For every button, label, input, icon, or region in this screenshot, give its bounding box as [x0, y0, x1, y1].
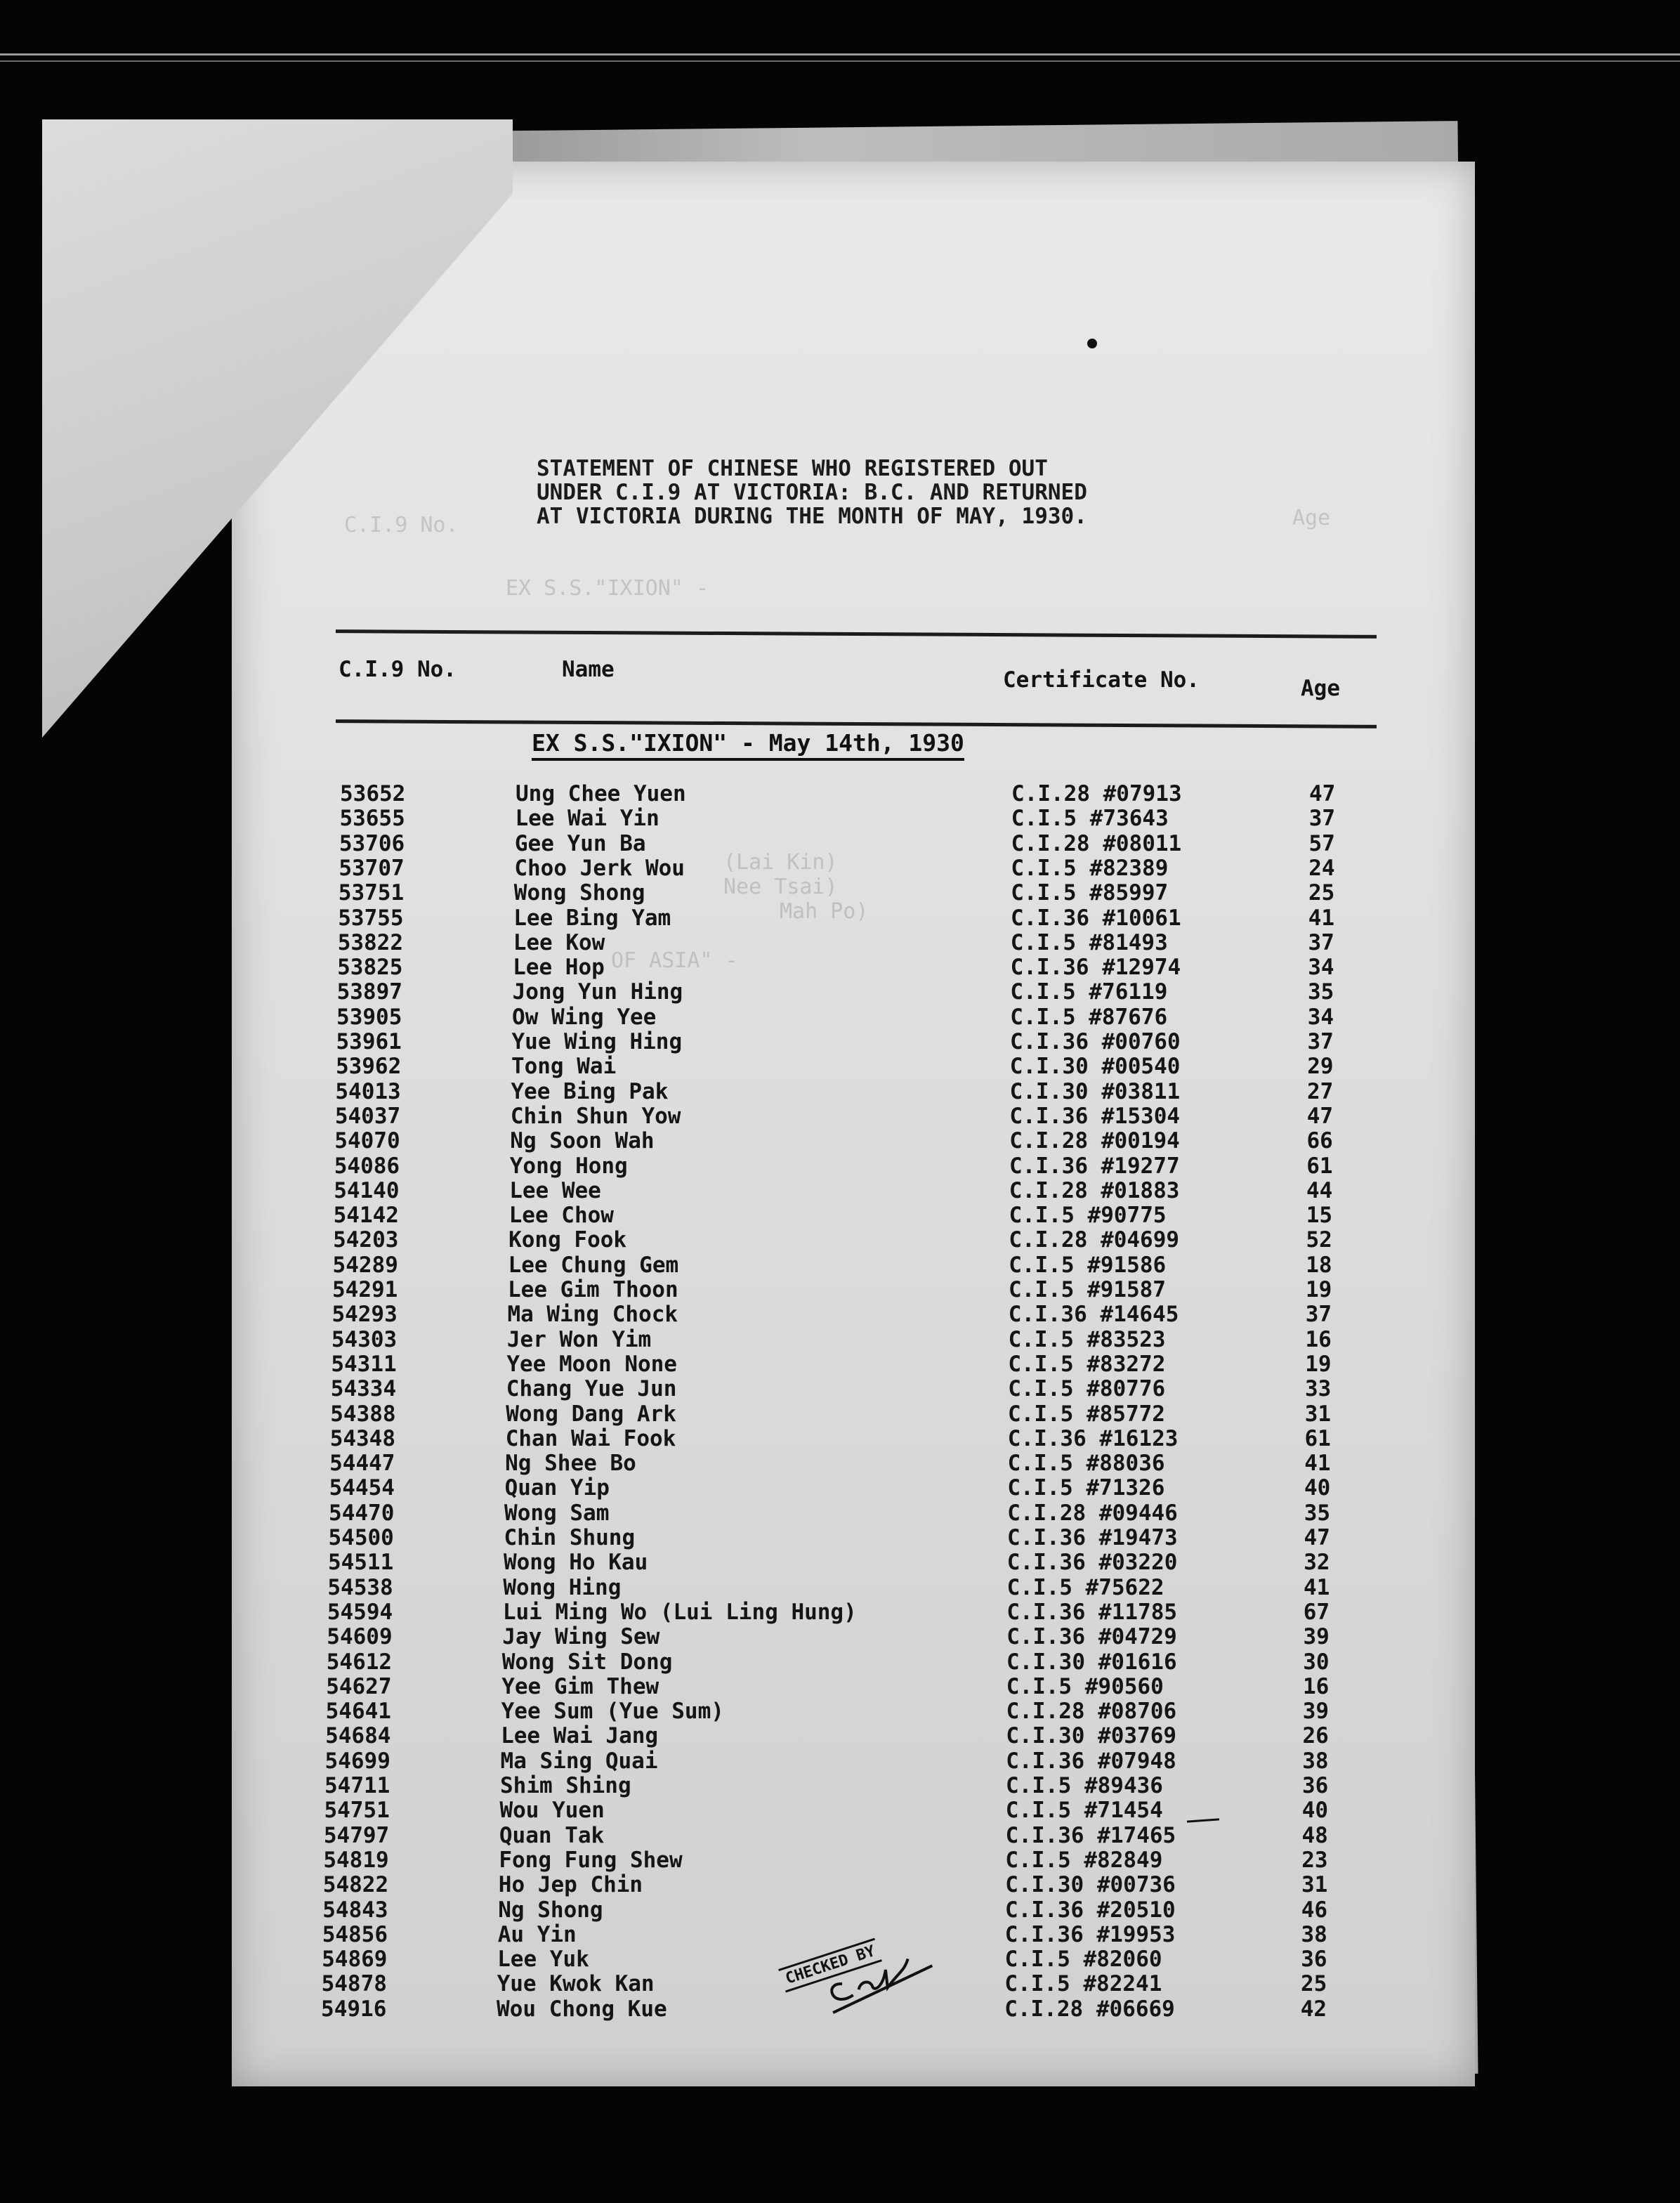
age-value: 44	[1306, 1177, 1333, 1203]
person-name: Ng Soon Wah	[510, 1128, 655, 1154]
column-header-age: Age	[1301, 676, 1340, 701]
age-value: 67	[1303, 1599, 1330, 1625]
certificate-number: C.I.36 #03220	[1006, 1550, 1178, 1576]
table-row	[329, 1451, 1331, 1477]
age-value: 33	[1304, 1376, 1332, 1402]
person-name: Gee Yun Ba	[514, 830, 646, 856]
table-row	[332, 1302, 1332, 1328]
certificate-number: C.I.36 #12974	[1010, 955, 1181, 981]
bleed-text: Nee Tsai)	[723, 875, 838, 899]
ci9-number: 54311	[331, 1351, 397, 1377]
ci9-number: 54916	[321, 1996, 387, 2022]
age-value: 38	[1302, 1748, 1329, 1774]
person-name: Wong Dang Ark	[506, 1401, 676, 1427]
table-row	[338, 880, 1335, 906]
ci9-number: 54070	[334, 1128, 400, 1154]
table-row	[337, 929, 1334, 955]
certificate-number: C.I.5 #91587	[1009, 1277, 1166, 1302]
certificate-number: C.I.28 #01883	[1009, 1177, 1180, 1203]
age-value: 39	[1303, 1624, 1330, 1650]
ci9-number: 53822	[337, 929, 404, 955]
ci9-number: 54819	[323, 1847, 389, 1873]
age-value: 46	[1301, 1897, 1328, 1923]
bleed-text: Age	[1292, 506, 1331, 530]
ci9-number: 54291	[332, 1277, 398, 1302]
person-name: Jay Wing Sew	[502, 1624, 660, 1650]
ci9-number: 54013	[335, 1078, 401, 1104]
certificate-number: C.I.36 #00760	[1010, 1029, 1181, 1054]
person-name: Lee Chow	[508, 1203, 614, 1229]
person-name: Chin Shung	[504, 1525, 636, 1550]
age-value: 36	[1301, 1947, 1327, 1973]
age-value: 61	[1304, 1425, 1331, 1451]
table-row	[332, 1277, 1332, 1302]
title-line: AT VICTORIA DURING THE MONTH OF MAY, 1930.	[537, 504, 1087, 529]
ci9-number: 54609	[327, 1624, 393, 1650]
age-value: 34	[1307, 1004, 1334, 1030]
age-value: 66	[1306, 1128, 1333, 1154]
title-line: UNDER C.I.9 AT VICTORIA: B.C. AND RETURNED	[537, 480, 1087, 505]
person-name: Choo Jerk Wou	[514, 855, 685, 881]
ci9-number: 53825	[337, 955, 403, 981]
person-name: Fong Fung Shew	[499, 1847, 683, 1873]
table-row	[325, 1723, 1329, 1749]
bleed-text: (Lai Kin)	[723, 850, 838, 875]
person-name: Lui Ming Wo (Lui Ling Hung)	[502, 1599, 857, 1625]
ci9-number: 54641	[325, 1699, 391, 1725]
certificate-number: C.I.30 #03811	[1009, 1078, 1181, 1104]
ci9-number: 54822	[322, 1872, 389, 1898]
ci9-number: 53897	[336, 979, 402, 1005]
certificate-number: C.I.36 #07948	[1006, 1748, 1176, 1774]
ci9-number: 54470	[329, 1500, 395, 1526]
bleed-text: C.I.9 No.	[344, 513, 459, 537]
ci9-number: 54454	[329, 1475, 395, 1501]
table-row	[327, 1574, 1330, 1600]
ci9-number: 54203	[333, 1227, 399, 1253]
certificate-number: C.I.36 #17465	[1005, 1822, 1176, 1848]
table-row	[327, 1550, 1330, 1576]
certificate-number: C.I.5 #80776	[1008, 1376, 1166, 1402]
age-value: 26	[1302, 1723, 1329, 1749]
table-row	[328, 1525, 1330, 1550]
ci9-number: 54751	[324, 1798, 390, 1824]
age-value: 19	[1306, 1277, 1332, 1302]
person-name: Lee Yuk	[497, 1947, 589, 1973]
bleed-text: EX S.S."IXION" -	[506, 576, 709, 601]
age-value: 25	[1308, 880, 1335, 906]
table-row	[332, 1252, 1332, 1278]
person-name: Yee Gim Thew	[501, 1673, 659, 1699]
ci9-number: 53707	[339, 855, 405, 881]
column-header-certificate-no: Certificate No.	[1003, 667, 1200, 693]
age-value: 57	[1308, 830, 1335, 856]
table-row	[323, 1822, 1328, 1848]
certificate-number: C.I.28 #04699	[1009, 1227, 1180, 1253]
certificate-number: C.I.30 #03769	[1006, 1723, 1177, 1749]
person-name: Ma Wing Chock	[507, 1302, 678, 1328]
age-value: 37	[1307, 1029, 1334, 1054]
ci9-number: 54797	[323, 1822, 390, 1848]
certificate-number: C.I.5 #82389	[1011, 855, 1169, 881]
ci9-number: 54388	[330, 1401, 396, 1427]
person-name: Lee Wai Jang	[501, 1723, 659, 1749]
age-value: 47	[1304, 1525, 1330, 1550]
ci9-number: 54334	[330, 1376, 397, 1402]
age-value: 31	[1301, 1872, 1328, 1898]
person-name: Yee Bing Pak	[511, 1078, 669, 1104]
table-row	[339, 830, 1335, 856]
person-name: Lee Kow	[513, 929, 605, 955]
age-value: 48	[1301, 1822, 1328, 1848]
table-row	[340, 781, 1336, 806]
ci9-number: 54843	[322, 1897, 388, 1923]
person-name: Kong Fook	[508, 1227, 627, 1253]
table-row	[324, 1773, 1329, 1798]
table-row	[322, 1872, 1328, 1898]
table-row	[331, 1351, 1332, 1377]
ci9-number: 53961	[336, 1029, 402, 1054]
age-value: 38	[1301, 1921, 1327, 1947]
age-value: 19	[1305, 1351, 1332, 1377]
table-row	[329, 1500, 1331, 1526]
certificate-number: C.I.28 #00194	[1009, 1128, 1180, 1154]
ci9-number: 54037	[334, 1103, 401, 1129]
certificate-number: C.I.5 #81493	[1010, 929, 1168, 955]
table-row	[336, 1004, 1334, 1030]
person-name: Wou Chong Kue	[497, 1996, 667, 2022]
bleed-text: Mah Po)	[780, 899, 869, 924]
table-row	[322, 1921, 1327, 1947]
table-row	[321, 1996, 1327, 2022]
ci9-number: 54086	[334, 1153, 400, 1179]
person-name: Yong Hong	[509, 1153, 628, 1179]
person-name: Lee Hop	[513, 955, 605, 981]
person-name: Lee Gim Thoon	[508, 1277, 678, 1302]
certificate-number: C.I.5 #71326	[1007, 1475, 1165, 1501]
age-value: 41	[1308, 905, 1335, 931]
age-value: 15	[1306, 1203, 1333, 1229]
table-row	[329, 1425, 1331, 1451]
age-value: 34	[1308, 955, 1334, 981]
age-value: 35	[1304, 1500, 1331, 1526]
film-edge-line	[0, 53, 1680, 55]
person-name: Chin Shun Yow	[510, 1103, 681, 1129]
table-row	[339, 855, 1335, 881]
certificate-number: C.I.5 #88036	[1007, 1451, 1165, 1477]
ci9-number: 53755	[338, 905, 404, 931]
person-name: Ung Chee Yuen	[516, 781, 686, 806]
person-name: Ng Shong	[498, 1897, 603, 1923]
person-name: Wong Hing	[503, 1574, 622, 1600]
person-name: Chang Yue Jun	[506, 1376, 677, 1402]
age-value: 37	[1308, 806, 1336, 832]
person-name: Wong Sit Dong	[501, 1649, 673, 1675]
age-value: 18	[1306, 1252, 1332, 1278]
person-name: Quan Tak	[499, 1822, 605, 1848]
age-value: 42	[1300, 1996, 1327, 2022]
age-value: 47	[1309, 781, 1336, 806]
table-row	[334, 1128, 1333, 1154]
certificate-number: C.I.5 #82241	[1004, 1971, 1162, 1997]
person-name: Ma Sing Quai	[500, 1748, 658, 1774]
ci9-number: 54699	[324, 1748, 391, 1774]
ci9-number: 54303	[331, 1326, 398, 1352]
person-name: Wou Yuen	[499, 1798, 605, 1824]
ci9-number: 53751	[338, 880, 405, 906]
person-name: Ow Wing Yee	[512, 1004, 657, 1030]
table-row	[336, 1029, 1334, 1054]
certificate-number: C.I.28 #08011	[1011, 830, 1182, 856]
film-edge-line	[0, 60, 1680, 62]
age-value: 32	[1304, 1550, 1330, 1576]
table-row	[325, 1699, 1330, 1725]
age-value: 16	[1305, 1326, 1332, 1352]
table-row	[331, 1326, 1332, 1352]
certificate-number: C.I.5 #73643	[1011, 806, 1169, 832]
person-name: Lee Chung Gem	[508, 1252, 679, 1278]
age-value: 61	[1306, 1153, 1333, 1179]
column-header-ci9-no: C.I.9 No.	[339, 657, 457, 682]
age-value: 40	[1304, 1475, 1331, 1501]
document-title	[537, 457, 1087, 528]
certificate-number: C.I.36 #11785	[1006, 1599, 1178, 1625]
ci9-number: 54684	[325, 1723, 391, 1749]
ci9-number: 54500	[328, 1525, 394, 1550]
person-name: Lee Wee	[509, 1177, 601, 1203]
table-row	[326, 1673, 1330, 1699]
ci9-number: 54612	[326, 1649, 393, 1675]
age-value: 40	[1301, 1798, 1329, 1824]
certificate-number: C.I.36 #15304	[1009, 1103, 1181, 1129]
certificate-number: C.I.36 #04729	[1006, 1624, 1177, 1650]
certificate-number: C.I.28 #07913	[1011, 781, 1182, 806]
person-name: Chan Wai Fook	[505, 1425, 676, 1451]
certificate-number: C.I.36 #20510	[1005, 1897, 1176, 1923]
ci9-number: 53706	[339, 830, 405, 856]
person-name: Tong Wai	[511, 1054, 617, 1080]
table-row	[333, 1227, 1332, 1253]
person-name: Yee Sum (Yue Sum)	[501, 1699, 724, 1725]
certificate-number: C.I.5 #76119	[1010, 979, 1168, 1005]
ci9-number: 54293	[332, 1302, 398, 1328]
bleed-text: OF ASIA" -	[611, 948, 738, 973]
ci9-number: 53655	[339, 806, 405, 832]
ci9-number: 54447	[329, 1451, 395, 1477]
certificate-number: C.I.5 #89436	[1006, 1773, 1163, 1798]
person-name: Ho Jep Chin	[498, 1872, 643, 1898]
table-row	[334, 1103, 1334, 1129]
person-name: Ng Shee Bo	[505, 1451, 636, 1477]
ci9-number: 54856	[322, 1921, 388, 1947]
age-value: 35	[1307, 979, 1334, 1005]
table-row	[339, 806, 1336, 832]
person-name: Lee Wai Yin	[515, 806, 659, 832]
stamp-text: CHECKED BY	[778, 1938, 882, 1993]
certificate-number: C.I.36 #16123	[1007, 1425, 1179, 1451]
certificate-number: C.I.5 #91586	[1009, 1252, 1167, 1278]
person-name: Wong Ho Kau	[503, 1550, 648, 1576]
person-name: Yue Kwok Kan	[497, 1971, 655, 1997]
table-row	[324, 1748, 1329, 1774]
certificate-number: C.I.36 #14645	[1008, 1302, 1179, 1328]
ci9-number: 53652	[340, 781, 406, 806]
age-value: 41	[1304, 1451, 1331, 1477]
hole-punch-mark	[1087, 339, 1097, 348]
ci9-number: 54538	[327, 1574, 393, 1600]
ci9-number: 53905	[336, 1004, 402, 1030]
ci9-number: 54869	[322, 1947, 388, 1973]
ship-heading: EX S.S."IXION" - May 14th, 1930	[532, 729, 964, 761]
ci9-number: 54140	[334, 1177, 400, 1203]
age-value: 29	[1307, 1054, 1334, 1080]
ci9-number: 54878	[321, 1971, 387, 1997]
table-row	[334, 1153, 1333, 1179]
ci9-number: 54627	[326, 1673, 392, 1699]
person-name: Yee Moon None	[506, 1351, 677, 1377]
table-row	[323, 1847, 1328, 1873]
certificate-number: C.I.5 #82849	[1005, 1847, 1163, 1873]
table-row	[333, 1203, 1333, 1229]
table-row	[329, 1475, 1331, 1501]
certificate-number: C.I.5 #71454	[1005, 1798, 1163, 1824]
person-name: Shim Shing	[500, 1773, 631, 1798]
ci9-number: 54594	[327, 1599, 393, 1625]
certificate-number: C.I.28 #09446	[1007, 1500, 1178, 1526]
certificate-number: C.I.5 #90775	[1009, 1203, 1167, 1229]
ci9-number: 54348	[329, 1425, 396, 1451]
person-name: Lee Bing Yam	[513, 905, 671, 931]
person-name: Yue Wing Hing	[511, 1029, 683, 1054]
age-value: 25	[1300, 1971, 1327, 1997]
person-name: Quan Yip	[504, 1475, 610, 1501]
table-row	[338, 905, 1335, 931]
person-name: Jong Yun Hing	[512, 979, 683, 1005]
age-value: 39	[1302, 1699, 1330, 1725]
person-name: Wong Shong	[513, 880, 645, 906]
certificate-number: C.I.28 #08706	[1006, 1699, 1177, 1725]
title-line: STATEMENT OF CHINESE WHO REGISTERED OUT	[537, 456, 1048, 481]
certificate-number: C.I.5 #85772	[1008, 1401, 1165, 1427]
certificate-number: C.I.5 #90560	[1006, 1673, 1164, 1699]
age-value: 27	[1306, 1078, 1334, 1104]
certificate-number: C.I.36 #19473	[1007, 1525, 1178, 1550]
table-row	[335, 1054, 1334, 1080]
age-value: 23	[1301, 1847, 1328, 1873]
age-value: 47	[1306, 1103, 1334, 1129]
ci9-number: 54289	[332, 1252, 398, 1278]
certificate-number: C.I.30 #01616	[1006, 1649, 1177, 1675]
age-value: 36	[1302, 1773, 1329, 1798]
age-value: 16	[1302, 1673, 1330, 1699]
table-row	[330, 1376, 1332, 1402]
age-value: 41	[1303, 1574, 1330, 1600]
certificate-number: C.I.5 #82060	[1004, 1947, 1162, 1973]
certificate-number: C.I.5 #85997	[1011, 880, 1169, 906]
table-row	[327, 1599, 1330, 1625]
ci9-number: 54142	[333, 1203, 399, 1229]
table-row	[336, 979, 1334, 1005]
table-row	[335, 1078, 1334, 1104]
table-row	[322, 1897, 1328, 1923]
ci9-number: 54711	[324, 1773, 391, 1798]
age-value: 52	[1306, 1227, 1332, 1253]
certificate-number: C.I.5 #75622	[1006, 1574, 1164, 1600]
certificate-number: C.I.36 #19277	[1009, 1153, 1180, 1179]
certificate-number: C.I.30 #00540	[1009, 1054, 1181, 1080]
table-row	[330, 1401, 1332, 1427]
certificate-number: C.I.36 #10061	[1011, 905, 1181, 931]
ci9-number: 54511	[327, 1550, 394, 1576]
certificate-number: C.I.5 #83523	[1008, 1326, 1166, 1352]
certificate-number: C.I.30 #00736	[1005, 1872, 1176, 1898]
certificate-number: C.I.5 #83272	[1008, 1351, 1166, 1377]
person-name: Jer Won Yim	[506, 1326, 652, 1352]
table-row	[324, 1798, 1329, 1824]
age-value: 24	[1308, 855, 1335, 881]
age-value: 37	[1308, 929, 1334, 955]
certificate-number: C.I.5 #87676	[1010, 1004, 1168, 1030]
age-value: 30	[1303, 1649, 1330, 1675]
ci9-number: 53962	[335, 1054, 402, 1080]
age-value: 31	[1304, 1401, 1332, 1427]
person-name: Wong Sam	[504, 1500, 610, 1526]
table-row	[334, 1177, 1333, 1203]
table-row	[327, 1624, 1330, 1650]
person-name: Au Yin	[497, 1921, 577, 1947]
column-header-name: Name	[562, 657, 615, 682]
age-value: 37	[1305, 1302, 1332, 1328]
table-row	[337, 955, 1334, 981]
certificate-number: C.I.28 #06669	[1004, 1996, 1175, 2022]
certificate-number: C.I.36 #19953	[1004, 1921, 1176, 1947]
table-row	[326, 1649, 1330, 1675]
